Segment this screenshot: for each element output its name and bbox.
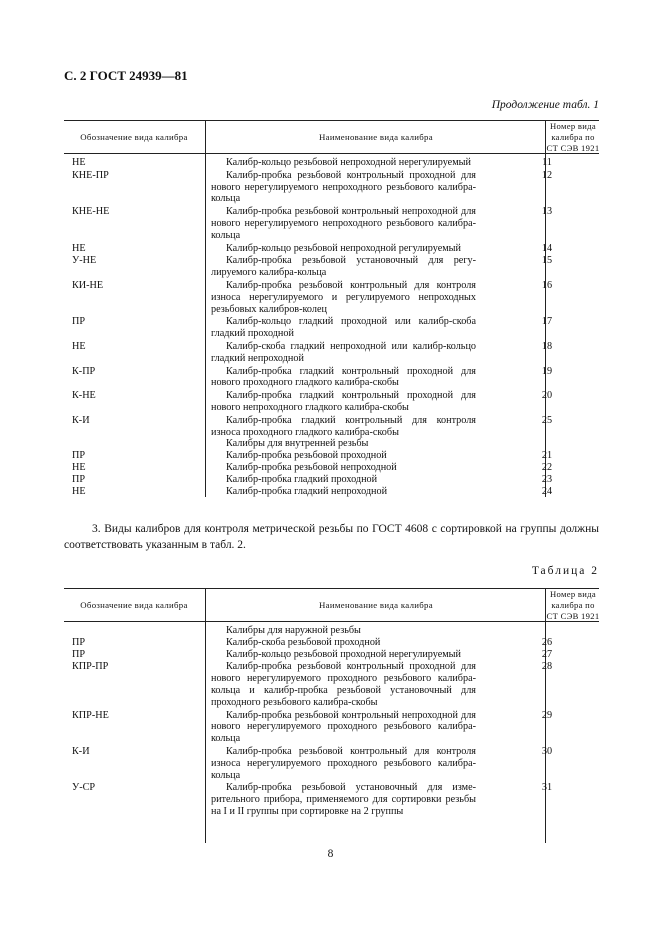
- cell-designation: КПР-НЕ: [72, 709, 109, 721]
- cell-number: 13: [541, 206, 553, 218]
- table-row: [64, 255, 599, 279]
- table-2: [64, 588, 599, 843]
- cell-name: Калибр-пробка резьбовой контрольный непроходной для нового нерегулируемого непроходного резьбового калибра-кольца: [211, 206, 476, 241]
- page-header: С. 2 ГОСТ 24939—81: [64, 68, 188, 83]
- table-row: [64, 157, 599, 169]
- table-1-header: [64, 120, 599, 154]
- col-number-header: Номер вида калибра по СТ СЭВ 1921: [546, 120, 600, 153]
- cell-name: Калибр-скоба резьбовой проходной: [226, 636, 381, 648]
- cell-number: 30: [541, 745, 553, 757]
- cell-designation: ПР: [72, 316, 86, 328]
- cell-designation: У-НЕ: [72, 255, 97, 267]
- cell-name: Калибр-кольцо резьбовой непроходной регулируемый: [226, 242, 461, 254]
- table-row: [64, 366, 599, 390]
- table-row: [64, 206, 599, 241]
- cell-number: 20: [541, 390, 553, 402]
- cell-name: Калибр-пробка резьбовой проходной: [226, 450, 387, 462]
- table-row: [64, 450, 599, 462]
- cell-designation: ПР: [72, 473, 86, 485]
- col-designation-header: Обозначение вида калибра: [80, 599, 188, 610]
- cell-name: Калибр-пробка гладкий контрольный проходной для нового непроходного гладкого калибра-скобы: [211, 390, 476, 413]
- continuation-label: Продолжение табл. 1: [491, 99, 599, 111]
- table-1: [64, 120, 599, 497]
- table-row: [64, 710, 599, 745]
- table-row: [64, 390, 599, 414]
- page-number: 8: [327, 848, 334, 860]
- table-row: [64, 243, 599, 255]
- table-subheading: [64, 625, 599, 637]
- cell-designation: КПР-ПР: [72, 661, 109, 673]
- cell-designation: КИ-НЕ: [72, 279, 104, 291]
- col-name-header: Наименование вида калибра: [205, 121, 546, 153]
- table-row: [64, 649, 599, 661]
- cell-number: 17: [541, 316, 553, 328]
- table-row: [64, 280, 599, 315]
- cell-number: 19: [541, 365, 553, 377]
- cell-number: 16: [541, 279, 553, 291]
- cell-designation: К-И: [72, 414, 90, 426]
- cell-number: 28: [541, 661, 553, 673]
- table-row: [64, 474, 599, 486]
- cell-designation: ПР: [72, 636, 86, 648]
- cell-designation: НЕ: [72, 461, 86, 473]
- cell-designation: НЕ: [72, 242, 86, 254]
- cell-number: 11: [542, 157, 552, 168]
- table-subheading: [64, 438, 599, 450]
- cell-name: Калибр-пробка резьбовой контрольный для контроля износа нерегулируемого проходного резьбового калибра-кольца: [211, 745, 476, 781]
- cell-name: Калибр-пробка гладкий проходной: [226, 473, 378, 485]
- cell-number: 15: [541, 255, 553, 267]
- cell-designation: К-ПР: [72, 365, 96, 377]
- col-designation-header: Обозначение вида калибра: [80, 131, 188, 142]
- cell-name: Калибр-пробка резьбовой контрольный непроходной для нового нерегулируемого проходного резьбового калибра-кольца: [211, 709, 476, 745]
- cell-designation: ПР: [72, 648, 86, 660]
- cell-name: Калибр-пробка резьбовой непроходной: [226, 461, 397, 473]
- table-row: [64, 462, 599, 474]
- col-number-header: Номер вида калибра по СТ СЭВ 1921: [546, 588, 600, 621]
- cell-designation: У-СР: [72, 782, 96, 794]
- cell-number: 23: [541, 473, 553, 485]
- cell-number: 29: [541, 709, 553, 721]
- cell-name: Калибр-пробка резьбовой контрольный проходной для нового нерегулируемого непроходного резьбового калибра-кольца: [211, 169, 476, 205]
- cell-designation: КНЕ-НЕ: [72, 206, 110, 218]
- cell-number: 21: [541, 450, 553, 462]
- cell-name: Калибр-пробка гладкий непроходной: [226, 485, 388, 497]
- cell-designation: НЕ: [72, 485, 86, 497]
- cell-number: 27: [541, 648, 553, 660]
- cell-name: Калибр-пробка резьбовой установочный для измерительного прибора, применяемого для сортировки резьбы на I и II группы при сортировке на 2 группы: [211, 782, 476, 817]
- cell-designation: НЕ: [72, 340, 86, 352]
- cell-number: 14: [541, 242, 553, 254]
- cell-name: Калибр-пробка гладкий контрольный для контроля износа проходного гладкого калибра-скобы: [211, 414, 476, 438]
- paragraph-3: 3. Виды калибров для контроля метрической резьбы по ГОСТ 4608 с сортировкой на группы должны соответствовать указанным в табл. 2.: [64, 523, 599, 551]
- table-row: [64, 415, 599, 439]
- table-row: [64, 782, 599, 817]
- table-row: [64, 661, 599, 708]
- subheading-text: Калибры для наружной резьбы: [226, 625, 361, 636]
- cell-name: Калибр-кольцо резьбовой непроходной нерегулируемый: [226, 157, 471, 168]
- cell-number: 12: [541, 169, 553, 181]
- subheading-text: Калибры для внутренней резьбы: [226, 438, 369, 450]
- cell-number: 18: [541, 340, 553, 352]
- cell-designation: НЕ: [72, 157, 86, 168]
- table-2-header: [64, 588, 599, 622]
- cell-designation: ПР: [72, 450, 86, 462]
- table-row: [64, 170, 599, 205]
- cell-name: Калибр-пробка резьбовой установочный для регулируемого калибра-кольца: [211, 255, 476, 279]
- cell-name: Калибр-пробка резьбовой контрольный проходной для нового нерегулируемого проходного резьбового калибра-кольца и калибр-пробка резьбовой установочный для проходного резьбового калибра-скобы: [211, 661, 476, 708]
- cell-name: Калибр-пробка гладкий контрольный проходной для нового проходного гладкого калибра-скобы: [211, 365, 476, 389]
- table-row: [64, 637, 599, 649]
- table-row: [64, 341, 599, 365]
- cell-number: 22: [541, 461, 553, 473]
- cell-number: 24: [541, 485, 553, 497]
- cell-name: Калибр-пробка резьбовой контрольный для контроля износа нерегулируемого и регулируемого непроходных резьбовых калибров-колец: [211, 279, 476, 315]
- cell-number: 26: [541, 636, 553, 648]
- col-name-header: Наименование вида калибра: [205, 589, 546, 621]
- cell-designation: К-И: [72, 745, 90, 757]
- table-2-body: [64, 622, 599, 843]
- cell-designation: КНЕ-ПР: [72, 169, 109, 181]
- table-row: [64, 316, 599, 340]
- table-2-caption: Таблица 2: [531, 565, 599, 577]
- cell-name: Калибр-кольцо гладкий проходной или калибр-скоба гладкий проходной: [211, 316, 476, 340]
- cell-designation: К-НЕ: [72, 390, 96, 402]
- cell-number: 31: [541, 782, 553, 794]
- table-row: [64, 486, 599, 498]
- cell-name: Калибр-скоба гладкий непроходной или калибр-кольцо гладкий непроходной: [211, 340, 476, 364]
- table-row: [64, 746, 599, 781]
- cell-name: Калибр-кольцо резьбовой проходной нерегулируемый: [226, 648, 461, 660]
- table-1-body: [64, 154, 599, 497]
- cell-number: 25: [541, 414, 553, 426]
